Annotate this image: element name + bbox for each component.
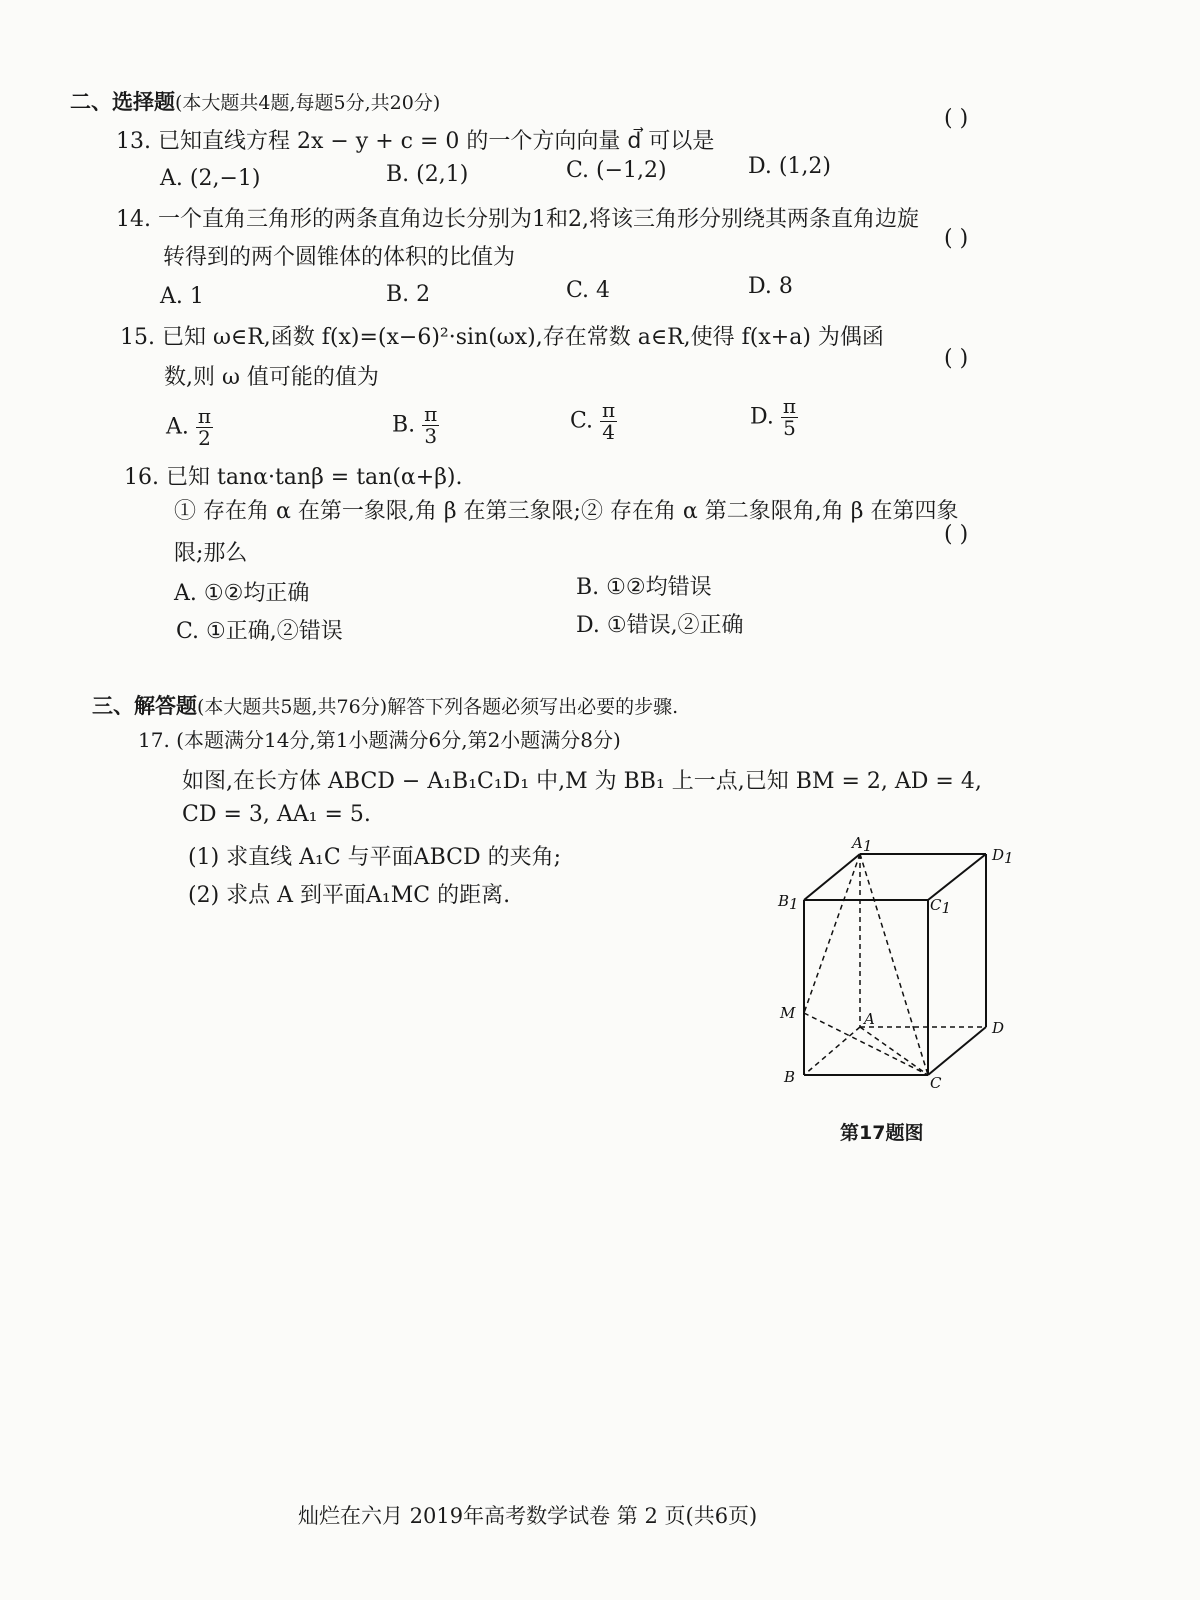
- q16-stem-line1: 16. 已知 tanα·tanβ = tan(α+β).: [124, 465, 463, 490]
- q13-stem: 13. 已知直线方程 2x − y + c = 0 的一个方向向量 d⃗ 可以是: [116, 129, 715, 154]
- q15-stem-line1: 15. 已知 ω∈R,函数 f(x)=(x−6)²·sin(ωx),存在常数 a∈R,使得 f(x+a) 为偶函: [120, 325, 884, 350]
- fraction-numerator: π: [782, 394, 797, 418]
- q15-option-c: [570, 400, 617, 443]
- q17-header: 17. (本题满分14分,第1小题满分6分,第2小题满分8分): [138, 728, 621, 752]
- q15-answer-paren: ( ): [944, 346, 969, 371]
- q14-option-b: B. 2: [386, 282, 431, 307]
- q13-option-a: A. (2,−1): [160, 166, 261, 191]
- page-footer: 灿烂在六月 2019年高考数学试卷 第 2 页(共6页): [298, 1504, 758, 1528]
- segment-a-c: [860, 1027, 928, 1075]
- fraction-numerator: π: [602, 398, 616, 422]
- q14-stem-line2: 转得到的两个圆锥体的体积的比值为: [163, 245, 516, 270]
- q16-option-c: C. ①正确,②错误: [176, 619, 343, 644]
- q14-option-a: A. 1: [160, 284, 204, 309]
- q15-option-c-label: C.: [570, 408, 594, 434]
- q15-stem-line2: 数,则 ω 值可能的值为: [164, 365, 379, 390]
- section-3-heading: [92, 690, 678, 720]
- q17-part1: (1) 求直线 A₁C 与平面ABCD 的夹角;: [188, 845, 562, 870]
- section-3-title: 三、解答题: [92, 693, 197, 718]
- q16-option-a: A. ①②均正确: [174, 581, 310, 606]
- edge-a-b-hidden: [804, 1027, 860, 1075]
- q16-stem-line3: 限;那么: [174, 541, 248, 566]
- q17-line2: CD = 3, AA₁ = 5.: [182, 802, 371, 827]
- section-2-heading: [70, 86, 440, 116]
- label-c1: C1: [930, 896, 952, 917]
- q14-stem-line1: 14. 一个直角三角形的两条直角边长分别为1和2,将该三角形分别绕其两条直角边旋: [116, 207, 919, 232]
- label-m: M: [780, 1004, 796, 1022]
- q17-line1: 如图,在长方体 ABCD − A₁B₁C₁D₁ 中,M 为 BB₁ 上一点,已知 BM = 2, AD = 4,: [182, 769, 982, 794]
- q17-part2: (2) 求点 A 到平面A₁MC 的距离.: [188, 883, 511, 908]
- q15-option-b: [392, 404, 439, 447]
- q13-option-c: C. (−1,2): [566, 158, 667, 183]
- label-d1: D1: [992, 846, 1014, 867]
- q17-figure-cuboid: [770, 830, 1040, 1100]
- section-2-note: (本大题共4题,每题5分,共20分): [175, 92, 441, 114]
- section-2-title: 二、选择题: [70, 89, 175, 114]
- q15-option-c-fraction: [600, 400, 617, 443]
- q15-option-d-fraction: [781, 396, 798, 439]
- q13-option-d: D. (1,2): [748, 154, 831, 179]
- q16-option-d: D. ①错误,②正确: [576, 613, 744, 638]
- edge-b1-a1: [804, 854, 860, 900]
- label-b: B: [784, 1068, 796, 1086]
- q15-option-b-label: B.: [392, 412, 416, 438]
- q13-option-b: B. (2,1): [386, 162, 469, 187]
- q15-option-a-label: A.: [166, 414, 189, 440]
- label-a1: A1: [852, 834, 873, 855]
- q16-stem-line2: ① 存在角 α 在第一象限,角 β 在第三象限;② 存在角 α 第二象限角,角 β 在第四象: [174, 499, 959, 524]
- fraction-numerator: π: [424, 402, 438, 426]
- label-a: A: [864, 1010, 875, 1028]
- edge-d1-c1: [928, 854, 986, 900]
- label-d: D: [992, 1019, 1005, 1037]
- q15-option-b-fraction: [422, 404, 439, 447]
- edge-c-d: [928, 1027, 986, 1075]
- fraction-denominator: 5: [783, 416, 796, 440]
- q14-option-c: C. 4: [566, 278, 611, 303]
- segment-a1-c: [860, 854, 928, 1075]
- q14-answer-paren: ( ): [944, 226, 969, 251]
- q15-option-a: [166, 406, 213, 449]
- q17-figure-caption: 第17题图: [840, 1122, 924, 1144]
- label-b1: B1: [778, 892, 799, 913]
- q16-answer-paren: ( ): [944, 522, 969, 547]
- label-c: C: [930, 1074, 942, 1092]
- q15-option-a-fraction: [196, 406, 213, 449]
- q13-answer-paren: ( ): [944, 106, 969, 131]
- fraction-denominator: 3: [424, 424, 438, 448]
- section-3-note: (本大题共5题,共76分)解答下列各题必须写出必要的步骤.: [197, 696, 679, 718]
- fraction-denominator: 2: [198, 426, 211, 450]
- q15-option-d-label: D.: [750, 404, 774, 430]
- q15-option-d: [750, 396, 798, 439]
- fraction-numerator: π: [197, 404, 212, 428]
- fraction-denominator: 4: [602, 420, 615, 444]
- q14-option-d: D. 8: [748, 274, 793, 299]
- q16-option-b: B. ①②均错误: [576, 575, 712, 600]
